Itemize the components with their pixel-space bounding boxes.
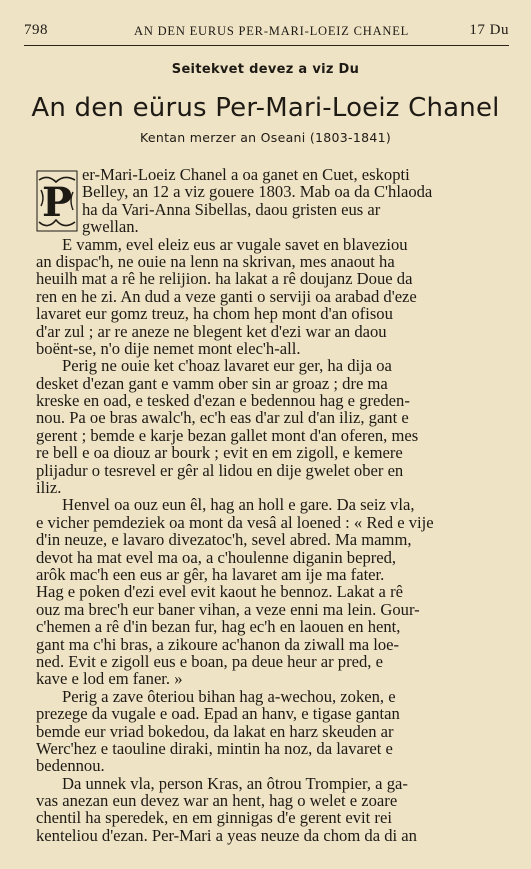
text-line: lavaret eur gomz treuz, ha chom hep mont d'an ofisou — [36, 304, 393, 324]
drop-cap-letter: P — [41, 179, 73, 226]
text-line: bemde eur vriad bokedou, da lakat en harz skeuden ar — [36, 721, 394, 741]
text-line: re bell e oa diouz ar bourk ; evit en em zigoll, e kemere — [36, 443, 403, 463]
text-line: prezege da vugale e oad. Epad an hanv, e tigase gantan — [36, 704, 400, 724]
text-line: kreske en oad, e tesked d'ezan e bedennou hag e greden- — [36, 391, 410, 411]
text-line: Perig a zave ôteriou bihan hag a-wechou, zoken, e — [62, 686, 396, 706]
article-title: An den eürus Per-Mari-Loeiz Chanel — [31, 93, 500, 123]
text-line: Hag e poken d'ezi evel evit kaout he bennoz. Lakat a rê — [36, 582, 403, 602]
text-line: Werc'hez e taouline diraki, mintin ha noz, da lavaret e — [36, 738, 393, 758]
text-line: plijadur o tesrevel er gêr al lidou en dije gwelet ober en — [36, 460, 404, 480]
text-line: c'hemen a rê d'in bezan fur, hag ec'h en laouen en hent, — [36, 617, 401, 637]
text-line: Da unnek vla, person Kras, an ôtrou Trompier, a ga- — [62, 773, 408, 793]
text-line: ren en he zi. An dud a veze ganti o serviji oa arabad d'eze — [36, 286, 417, 306]
text-line: arôk mac'h een eus ar gêr, ha lavaret am ije ma fater. — [36, 564, 385, 584]
text-line: gwellan. — [82, 217, 139, 237]
text-line: kenteliou d'ezan. Per-Mari a yeas neuze da chom da di an — [36, 825, 417, 845]
section-heading: Seitekvet devez a viz Du — [171, 62, 360, 77]
text-line: iliz. — [36, 478, 62, 498]
text-line: gerent ; bemde e karje bezan gallet mont d'an oferen, mes — [36, 425, 419, 445]
text-line: ned. Evit e zigoll eus e boan, pa deue heur ar pred, e — [36, 651, 383, 671]
text-line: e vicher pemdeziek oa mont da vesâ al loened : « Red e vije — [36, 512, 434, 532]
text-line: an dispac'h, ne ouie na lenn na skrivan, mes anaout ha — [36, 251, 395, 271]
text-line: kave e lod em faner. » — [36, 669, 183, 689]
text-line: er-Mari-Loeiz Chanel a oa ganet en Cuet, eskopti — [82, 165, 410, 184]
text-line: vas anezan eun devez war an hent, hag o welet e zoare — [36, 791, 398, 811]
text-line: ha da Vari-Anna Sibellas, daou gristen eus ar — [82, 199, 381, 219]
text-line: Henvel oa ouz eun êl, hag an holl e gare. Da seiz vla, — [62, 495, 415, 515]
text-line: bedennou. — [36, 756, 105, 776]
text-line: boënt-se, n'o dije nemet mont elec'h-all. — [36, 338, 301, 358]
text-line: nou. Pa oe bras awalc'h, ec'h eas d'ar zul d'an iliz, gant e — [36, 408, 409, 428]
article-subtitle: Kentan merzer an Oseani (1803-1841) — [139, 130, 392, 145]
text-line: d'in neuze, e lavaro divezatoc'h, sevel abred. Ma mamm, — [36, 530, 412, 550]
text-line: desket d'ezan gant e vamm ober sin ar groaz ; dre ma — [36, 373, 388, 393]
page-number: 798 — [24, 22, 48, 38]
running-title: AN DEN EURUS PER-MARI-LOEIZ CHANEL — [134, 24, 410, 38]
article-body — [36, 166, 499, 844]
text-line: chentil ha speredek, en em ginnigas d'e gerent evit rei — [36, 808, 392, 828]
running-header — [24, 20, 509, 42]
section-number: 17 Du — [469, 22, 509, 38]
text-line: Perig ne ouie ket c'hoaz lavaret eur ger, ha dija oa — [62, 356, 392, 376]
text-line: E vamm, evel eleiz eus ar vugale savet en blaveziou — [62, 234, 408, 254]
text-line: ouz ma brec'h eur baner vihan, a veze enni ma lein. Gour- — [36, 599, 420, 619]
header-rule — [24, 45, 509, 46]
text-line: devot ha mat evel ma oa, a c'houlenne diganin bepred, — [36, 547, 397, 567]
text-line: d'ar zul ; ar re aneze ne blegent ket d'ezi war an daou — [36, 321, 387, 341]
text-line: heuilh mat a rê he relijion. ha lakat a rê doujanz Doue da — [36, 269, 413, 289]
text-line: Belley, an 12 a viz gouere 1803. Mab oa da C'hlaoda — [82, 182, 433, 202]
text-line: gant ma c'hi bras, a zikoure ac'hanon da ziwall ma loe- — [36, 634, 400, 654]
